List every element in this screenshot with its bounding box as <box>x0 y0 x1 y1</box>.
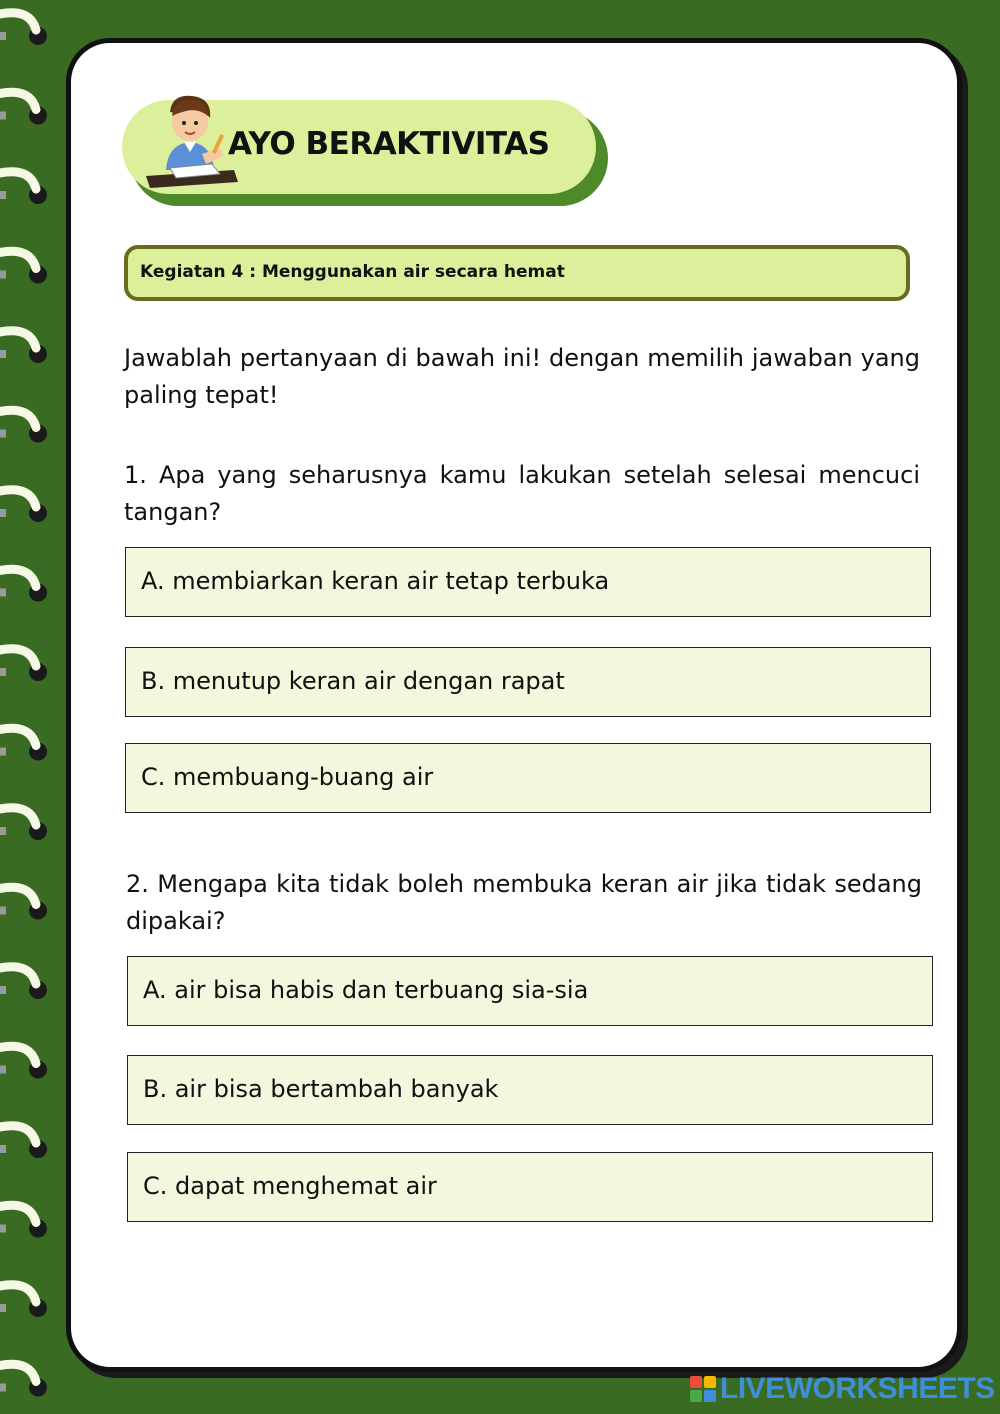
binder-clip <box>0 748 6 756</box>
binder-clip <box>0 827 6 835</box>
binder-ring <box>0 410 36 427</box>
binder-clip <box>0 1304 6 1312</box>
binder-clip <box>0 350 6 358</box>
binder-ring <box>0 490 36 507</box>
question-2-option-c[interactable]: C. dapat menghemat air <box>127 1152 933 1222</box>
binder-clip <box>0 589 6 597</box>
binder-ring <box>0 172 36 189</box>
binder-rings <box>0 0 60 1414</box>
child-writing-icon <box>140 92 240 188</box>
binder-ring <box>0 1285 36 1302</box>
banner-title: AYO BERAKTIVITAS <box>228 126 550 162</box>
binder-ring <box>0 967 36 984</box>
binder-ring <box>0 1364 36 1381</box>
liveworksheets-logo-icon <box>690 1376 716 1402</box>
binder-clip <box>0 509 6 517</box>
binder-clip <box>0 1066 6 1074</box>
binder-clip <box>0 1384 6 1392</box>
activity-bar <box>124 245 910 301</box>
question-2-text: 2. Mengapa kita tidak boleh membuka keran air jika tidak sedang dipakai? <box>126 870 922 935</box>
binder-ring <box>0 251 36 268</box>
binder-clip <box>0 191 6 199</box>
binder-clip <box>0 112 6 120</box>
binder-ring <box>0 808 36 825</box>
question-1-text: 1. Apa yang seharusnya kamu lakukan setelah selesai mencuci tangan? <box>124 461 920 526</box>
binder-clip <box>0 32 6 40</box>
binder-ring <box>0 92 36 109</box>
binder-ring <box>0 331 36 348</box>
binder-ring <box>0 649 36 666</box>
liveworksheets-watermark <box>690 1372 995 1406</box>
question-1-option-b[interactable]: B. menutup keran air dengan rapat <box>125 647 931 717</box>
binder-ring <box>0 13 36 30</box>
binder-ring <box>0 569 36 586</box>
binder-ring <box>0 728 36 745</box>
binder-ring <box>0 1046 36 1063</box>
question-2-option-a[interactable]: A. air bisa habis dan terbuang sia-sia <box>127 956 933 1026</box>
question-2-option-b[interactable]: B. air bisa bertambah banyak <box>127 1055 933 1125</box>
binder-clip <box>0 1225 6 1233</box>
binder-ring <box>0 1126 36 1143</box>
binder-clip <box>0 430 6 438</box>
question-1-option-a[interactable]: A. membiarkan keran air tetap terbuka <box>125 547 931 617</box>
watermark-text: LIVEWORKSHEETS <box>720 1372 995 1405</box>
binder-clip <box>0 986 6 994</box>
binder-ring <box>0 1205 36 1222</box>
question-1-option-c[interactable]: C. membuang-buang air <box>125 743 931 813</box>
binder-clip <box>0 1145 6 1153</box>
activity-label: Kegiatan 4 : Menggunakan air secara hemat <box>140 262 565 282</box>
binder-ring <box>0 887 36 904</box>
instruction-text: Jawablah pertanyaan di bawah ini! dengan memilih jawaban yang paling tepat! <box>124 344 920 409</box>
binder-clip <box>0 668 6 676</box>
binder-clip <box>0 271 6 279</box>
binder-clip <box>0 907 6 915</box>
